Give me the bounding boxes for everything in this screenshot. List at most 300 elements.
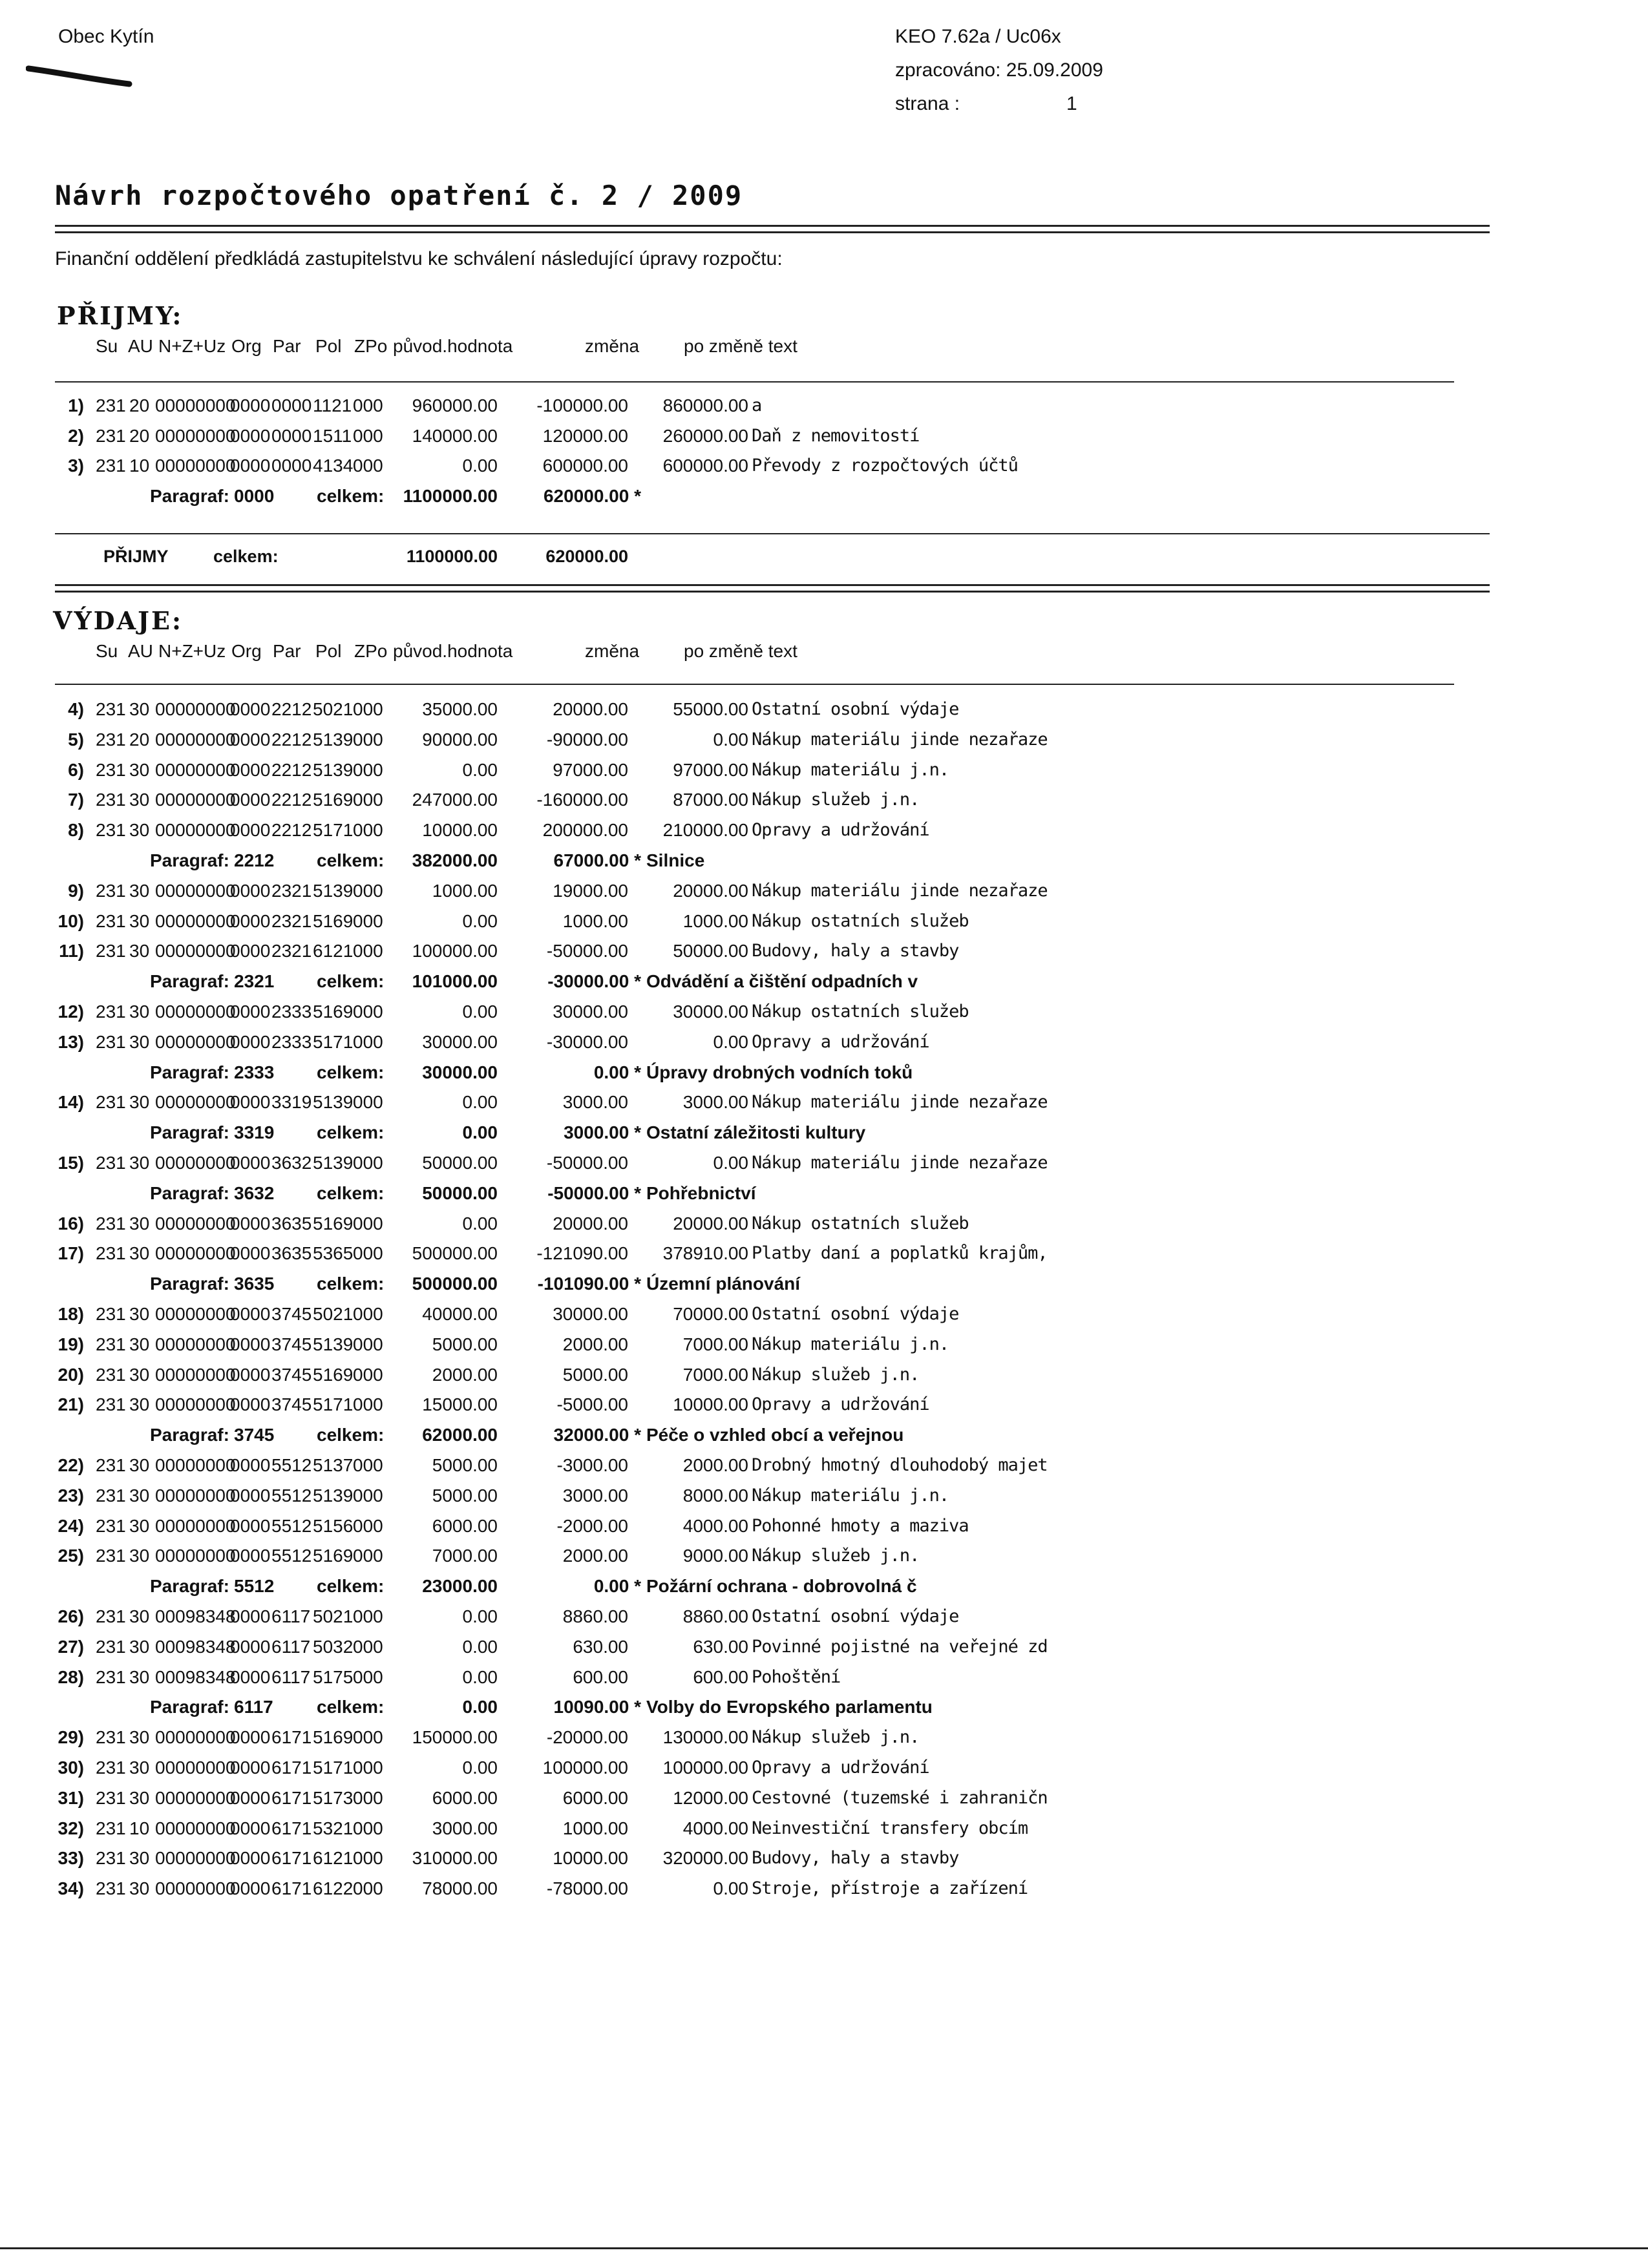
cell-original-value: 78000.00 bbox=[422, 1878, 498, 1899]
row-number: 22) bbox=[58, 1455, 84, 1475]
cell-original-value: 0.00 bbox=[462, 456, 498, 476]
cell-au: 30 bbox=[129, 699, 150, 719]
subtotal-label: Paragraf: bbox=[150, 1697, 229, 1717]
cell-org: 0000 bbox=[230, 1666, 271, 1687]
cell-zpo: 000 bbox=[353, 1153, 383, 1173]
cell-after-change: 9000.00 bbox=[682, 1546, 748, 1566]
cell-text: Nákup služeb j.n. bbox=[752, 1364, 920, 1385]
cell-text: Nákup materiálu jinde nezařaze bbox=[752, 729, 1048, 750]
cell-original-value: 40000.00 bbox=[422, 1304, 498, 1324]
subtotal-label: Paragraf: bbox=[150, 1425, 229, 1445]
subtotal-name: Územní plánování bbox=[646, 1274, 801, 1294]
cell-zpo: 000 bbox=[353, 729, 383, 750]
cell-nzuz: 00000000 bbox=[155, 1334, 236, 1354]
cell-change: 3000.00 bbox=[562, 1092, 628, 1113]
cell-text: Pohonné hmoty a maziva bbox=[752, 1515, 969, 1536]
cell-nzuz: 00000000 bbox=[155, 1758, 236, 1778]
cell-nzuz: 00000000 bbox=[155, 1787, 236, 1808]
subtotal-celkem: celkem: bbox=[317, 1062, 385, 1082]
col-pol: Pol bbox=[315, 336, 342, 356]
subtotal-change: -101090.00 * bbox=[537, 1274, 641, 1294]
cell-text: Pohoštění bbox=[752, 1666, 841, 1687]
cell-au: 10 bbox=[129, 1818, 150, 1838]
cell-su: 231 bbox=[96, 820, 126, 841]
row-number: 20) bbox=[58, 1364, 84, 1385]
cell-par: 2212 bbox=[271, 820, 312, 841]
budget-item-row bbox=[0, 1032, 1648, 1062]
cell-nzuz: 00000000 bbox=[155, 1364, 236, 1385]
subtotal-original: 1100000.00 bbox=[403, 485, 498, 506]
cell-original-value: 140000.00 bbox=[412, 425, 498, 446]
cell-par: 6171 bbox=[271, 1848, 312, 1869]
cell-change: 120000.00 bbox=[542, 425, 628, 446]
budget-item-row bbox=[0, 820, 1648, 850]
cell-after-change: 7000.00 bbox=[682, 1364, 748, 1385]
cell-zpo: 000 bbox=[353, 1758, 383, 1778]
cell-original-value: 6000.00 bbox=[432, 1787, 498, 1808]
cell-zpo: 000 bbox=[353, 1636, 383, 1657]
cell-par: 2321 bbox=[271, 941, 312, 961]
cell-change: 30000.00 bbox=[553, 1304, 628, 1324]
cell-original-value: 0.00 bbox=[462, 1002, 498, 1022]
cell-nzuz: 00000000 bbox=[155, 456, 236, 476]
cell-par: 2212 bbox=[271, 759, 312, 780]
subtotal-celkem: celkem: bbox=[317, 1576, 385, 1597]
cell-change: 6000.00 bbox=[562, 1787, 628, 1808]
cell-zpo: 000 bbox=[353, 1818, 383, 1838]
cell-after-change: 130000.00 bbox=[662, 1727, 748, 1748]
col-pozmene: po změně text bbox=[684, 641, 798, 661]
cell-zpo: 000 bbox=[353, 1666, 383, 1687]
cell-text: Daň z nemovitostí bbox=[752, 425, 920, 446]
subtotal-name: Ostatní záležitosti kultury bbox=[646, 1122, 866, 1143]
cell-change: -121090.00 bbox=[536, 1243, 628, 1264]
budget-item-row bbox=[0, 1213, 1648, 1243]
subtotal-original: 382000.00 bbox=[412, 850, 498, 870]
cell-au: 30 bbox=[129, 1787, 150, 1808]
cell-au: 10 bbox=[129, 456, 150, 476]
income-heading: PŘIJMY: bbox=[57, 301, 184, 330]
cell-after-change: 0.00 bbox=[713, 729, 748, 750]
cell-text: Nákup materiálu jinde nezařaze bbox=[752, 1092, 1048, 1113]
budget-item-row bbox=[0, 1878, 1648, 1908]
subtotal-celkem: celkem: bbox=[317, 850, 385, 870]
cell-su: 231 bbox=[96, 699, 126, 719]
subtotal-celkem: celkem: bbox=[317, 1122, 385, 1143]
col-pozmene: po změně text bbox=[684, 336, 798, 356]
cell-su: 231 bbox=[96, 880, 126, 901]
cell-nzuz: 00000000 bbox=[155, 1304, 236, 1324]
cell-org: 0000 bbox=[230, 759, 271, 780]
cell-su: 231 bbox=[96, 759, 126, 780]
cell-text: a bbox=[752, 395, 762, 415]
cell-change: 2000.00 bbox=[562, 1546, 628, 1566]
cell-pol: 1511 bbox=[313, 425, 352, 446]
cell-zpo: 000 bbox=[353, 1334, 383, 1354]
cell-original-value: 5000.00 bbox=[432, 1485, 498, 1506]
cell-after-change: 1000.00 bbox=[682, 910, 748, 931]
subtotal-name: Silnice bbox=[646, 850, 705, 870]
cell-change: -160000.00 bbox=[536, 790, 628, 810]
subtotal-original: 0.00 bbox=[462, 1122, 498, 1143]
cell-org: 0000 bbox=[230, 1092, 271, 1113]
cell-nzuz: 00000000 bbox=[155, 759, 236, 780]
cell-au: 30 bbox=[129, 1848, 150, 1869]
cell-par: 6171 bbox=[271, 1787, 312, 1808]
cell-zpo: 000 bbox=[353, 1092, 383, 1113]
cell-zpo: 000 bbox=[353, 1002, 383, 1022]
subtotal-change: 0.00 * bbox=[593, 1062, 641, 1082]
cell-org: 0000 bbox=[230, 1606, 271, 1626]
cell-original-value: 15000.00 bbox=[422, 1394, 498, 1415]
paragraph-subtotal-row bbox=[0, 1274, 1648, 1303]
subtotal-label: Paragraf: bbox=[150, 1182, 229, 1203]
budget-item-row bbox=[0, 941, 1648, 971]
budget-item-row bbox=[0, 1606, 1648, 1636]
cell-nzuz: 00000000 bbox=[155, 790, 236, 810]
cell-original-value: 2000.00 bbox=[432, 1364, 498, 1385]
cell-nzuz: 00000000 bbox=[155, 425, 236, 446]
cell-after-change: 20000.00 bbox=[673, 1213, 748, 1234]
budget-item-row bbox=[0, 1788, 1648, 1818]
cell-original-value: 0.00 bbox=[462, 1636, 498, 1657]
subtotal-change: 32000.00 * bbox=[553, 1425, 641, 1445]
subtotal-paragraph: 3745 bbox=[234, 1425, 275, 1445]
cell-par: 6117 bbox=[271, 1606, 311, 1626]
cell-au: 30 bbox=[129, 1515, 150, 1536]
cell-par: 3632 bbox=[271, 1153, 312, 1173]
col-nzuz: N+Z+Uz bbox=[158, 641, 226, 661]
cell-par: 2333 bbox=[271, 1031, 312, 1052]
cell-pol: 4134 bbox=[313, 456, 354, 476]
cell-change: 10000.00 bbox=[553, 1848, 628, 1869]
cell-par: 6171 bbox=[271, 1818, 312, 1838]
cell-zpo: 000 bbox=[353, 910, 383, 931]
subtotal-label: Paragraf: bbox=[150, 1274, 229, 1294]
cell-change: 19000.00 bbox=[553, 880, 628, 901]
cell-text: Opravy a udržování bbox=[752, 1031, 929, 1052]
income-total-label: PŘIJMY bbox=[103, 547, 169, 566]
row-number: 33) bbox=[58, 1848, 84, 1869]
cell-au: 30 bbox=[129, 1455, 150, 1475]
paragraph-subtotal-row bbox=[0, 1183, 1648, 1213]
cell-original-value: 35000.00 bbox=[422, 699, 498, 719]
cell-par: 6171 bbox=[271, 1878, 312, 1899]
cell-su: 231 bbox=[96, 1787, 126, 1808]
row-number: 14) bbox=[58, 1092, 84, 1113]
cell-org: 0000 bbox=[230, 790, 271, 810]
cell-su: 231 bbox=[96, 729, 126, 750]
cell-text: Nákup ostatních služeb bbox=[752, 1213, 969, 1234]
subtotal-change: 3000.00 * bbox=[564, 1122, 641, 1143]
cell-original-value: 0.00 bbox=[462, 1606, 498, 1626]
cell-su: 231 bbox=[96, 1727, 126, 1748]
subtotal-original: 30000.00 bbox=[422, 1062, 498, 1082]
cell-change: -2000.00 bbox=[556, 1515, 628, 1536]
cell-au: 20 bbox=[129, 395, 150, 415]
cell-after-change: 55000.00 bbox=[673, 699, 748, 719]
cell-nzuz: 00000000 bbox=[155, 910, 236, 931]
cell-org: 0000 bbox=[230, 820, 271, 841]
cell-change: 600000.00 bbox=[542, 456, 628, 476]
cell-zpo: 000 bbox=[353, 1546, 383, 1566]
cell-pol: 5139 bbox=[313, 1092, 354, 1113]
cell-pol: 5139 bbox=[313, 1485, 354, 1506]
cell-original-value: 0.00 bbox=[462, 910, 498, 931]
row-number: 31) bbox=[58, 1787, 84, 1808]
title-rule-top bbox=[55, 225, 1490, 227]
cell-par: 3319 bbox=[271, 1092, 312, 1113]
cell-original-value: 6000.00 bbox=[432, 1515, 498, 1536]
subtotal-original: 101000.00 bbox=[412, 971, 498, 992]
row-number: 32) bbox=[58, 1818, 84, 1838]
cell-par: 5512 bbox=[271, 1485, 312, 1506]
budget-item-row bbox=[0, 760, 1648, 790]
cell-org: 0000 bbox=[230, 1153, 271, 1173]
cell-par: 3635 bbox=[271, 1213, 312, 1234]
cell-au: 30 bbox=[129, 1364, 150, 1385]
cell-zpo: 000 bbox=[353, 1394, 383, 1415]
subtotal-original: 23000.00 bbox=[422, 1576, 498, 1597]
col-puvod: původ.hodnota bbox=[393, 336, 513, 356]
row-number: 2) bbox=[68, 425, 84, 446]
col-pol: Pol bbox=[315, 641, 342, 661]
cell-original-value: 7000.00 bbox=[432, 1546, 498, 1566]
cell-zpo: 000 bbox=[353, 1848, 383, 1869]
municipality-name: Obec Kytín bbox=[58, 26, 154, 47]
cell-text: Nákup materiálu jinde nezařaze bbox=[752, 1153, 1048, 1173]
cell-pol: 5175 bbox=[313, 1666, 354, 1687]
cell-nzuz: 00000000 bbox=[155, 1394, 236, 1415]
cell-pol: 5021 bbox=[313, 699, 354, 719]
cell-zpo: 000 bbox=[353, 941, 383, 961]
paragraph-subtotal-row bbox=[0, 1122, 1648, 1152]
budget-item-row bbox=[0, 1304, 1648, 1334]
cell-after-change: 10000.00 bbox=[673, 1394, 748, 1415]
subtotal-label: Paragraf: bbox=[150, 1122, 229, 1143]
subtotal-change: 0.00 * bbox=[593, 1576, 641, 1597]
cell-after-change: 0.00 bbox=[713, 1878, 748, 1899]
col-zpo: ZPo bbox=[354, 641, 388, 661]
cell-org: 0000 bbox=[230, 425, 271, 446]
cell-au: 30 bbox=[129, 1636, 150, 1657]
cell-par: 3635 bbox=[271, 1243, 312, 1264]
cell-au: 30 bbox=[129, 1304, 150, 1324]
cell-original-value: 30000.00 bbox=[422, 1031, 498, 1052]
cell-org: 0000 bbox=[230, 395, 271, 415]
cell-nzuz: 00000000 bbox=[155, 1213, 236, 1234]
subtotal-name: Požární ochrana - dobrovolná č bbox=[646, 1576, 917, 1597]
cell-org: 0000 bbox=[230, 1455, 271, 1475]
subtotal-name: Úpravy drobných vodních toků bbox=[646, 1062, 913, 1082]
cell-text: Nákup materiálu jinde nezařaze bbox=[752, 880, 1048, 901]
budget-item-row bbox=[0, 1455, 1648, 1485]
cell-change: 5000.00 bbox=[562, 1364, 628, 1385]
cell-nzuz: 00098348 bbox=[155, 1666, 236, 1687]
subtotal-change: -30000.00 * bbox=[547, 971, 641, 992]
cell-zpo: 000 bbox=[353, 1304, 383, 1324]
cell-change: 600.00 bbox=[573, 1666, 628, 1687]
cell-par: 5512 bbox=[271, 1515, 312, 1536]
cell-after-change: 87000.00 bbox=[673, 790, 748, 810]
subtotal-paragraph: 6117 bbox=[234, 1697, 273, 1717]
cell-su: 231 bbox=[96, 941, 126, 961]
cell-zpo: 000 bbox=[353, 1787, 383, 1808]
cell-after-change: 320000.00 bbox=[662, 1848, 748, 1869]
row-number: 21) bbox=[58, 1394, 84, 1415]
subtotal-paragraph: 0000 bbox=[234, 485, 275, 506]
cell-after-change: 50000.00 bbox=[673, 941, 748, 961]
row-number: 6) bbox=[68, 759, 84, 780]
cell-zpo: 000 bbox=[353, 820, 383, 841]
cell-org: 0000 bbox=[230, 1002, 271, 1022]
cell-original-value: 100000.00 bbox=[412, 941, 498, 961]
subtotal-name: Odvádění a čištění odpadních v bbox=[646, 971, 918, 992]
subtotal-original: 500000.00 bbox=[412, 1274, 498, 1294]
cell-au: 30 bbox=[129, 790, 150, 810]
row-number: 4) bbox=[68, 699, 84, 719]
row-number: 13) bbox=[58, 1031, 84, 1052]
cell-au: 30 bbox=[129, 1758, 150, 1778]
cell-su: 231 bbox=[96, 910, 126, 931]
cell-su: 231 bbox=[96, 425, 126, 446]
cell-org: 0000 bbox=[230, 1364, 271, 1385]
cell-au: 30 bbox=[129, 1213, 150, 1234]
cell-pol: 5032 bbox=[313, 1636, 354, 1657]
row-number: 3) bbox=[68, 456, 84, 476]
subtotal-label: Paragraf: bbox=[150, 1062, 229, 1082]
subtotal-name: Volby do Evropského parlamentu bbox=[646, 1697, 933, 1717]
cell-pol: 5169 bbox=[313, 1213, 354, 1234]
cell-org: 0000 bbox=[230, 456, 271, 476]
cell-su: 231 bbox=[96, 1002, 126, 1022]
row-number: 30) bbox=[58, 1758, 84, 1778]
cell-zpo: 000 bbox=[353, 790, 383, 810]
cell-original-value: 0.00 bbox=[462, 759, 498, 780]
row-number: 28) bbox=[58, 1666, 84, 1687]
cell-au: 20 bbox=[129, 729, 150, 750]
row-number: 19) bbox=[58, 1334, 84, 1354]
cell-su: 231 bbox=[96, 790, 126, 810]
cell-change: 8860.00 bbox=[562, 1606, 628, 1626]
row-number: 26) bbox=[58, 1606, 84, 1626]
paragraph-subtotal-row bbox=[0, 1697, 1648, 1727]
row-number: 29) bbox=[58, 1727, 84, 1748]
cell-pol: 5139 bbox=[313, 729, 354, 750]
cell-zpo: 000 bbox=[353, 1515, 383, 1536]
cell-nzuz: 00000000 bbox=[155, 1002, 236, 1022]
cell-zpo: 000 bbox=[353, 1031, 383, 1052]
row-number: 9) bbox=[68, 880, 84, 901]
cell-org: 0000 bbox=[230, 1727, 271, 1748]
col-puvod: původ.hodnota bbox=[393, 641, 513, 661]
subtotal-paragraph: 3635 bbox=[234, 1274, 275, 1294]
cell-zpo: 000 bbox=[353, 699, 383, 719]
cell-pol: 5137 bbox=[313, 1455, 354, 1475]
cell-change: 30000.00 bbox=[553, 1002, 628, 1022]
cell-text: Nákup služeb j.n. bbox=[752, 1546, 920, 1566]
cell-su: 231 bbox=[96, 1394, 126, 1415]
budget-item-row bbox=[0, 1546, 1648, 1575]
cell-par: 3745 bbox=[271, 1364, 312, 1385]
cell-zpo: 000 bbox=[353, 1606, 383, 1626]
cell-after-change: 8000.00 bbox=[682, 1485, 748, 1506]
budget-item-row bbox=[0, 1394, 1648, 1424]
cell-su: 231 bbox=[96, 456, 126, 476]
cell-nzuz: 00000000 bbox=[155, 941, 236, 961]
cell-change: 20000.00 bbox=[553, 1213, 628, 1234]
cell-par: 0000 bbox=[271, 456, 312, 476]
cell-text: Nákup materiálu j.n. bbox=[752, 759, 949, 780]
subtotal-celkem: celkem: bbox=[317, 1697, 385, 1717]
cell-zpo: 000 bbox=[353, 1213, 383, 1234]
cell-original-value: 960000.00 bbox=[412, 395, 498, 415]
cell-org: 0000 bbox=[230, 1243, 271, 1264]
cell-nzuz: 00000000 bbox=[155, 880, 236, 901]
cell-org: 0000 bbox=[230, 1334, 271, 1354]
cell-org: 0000 bbox=[230, 1515, 271, 1536]
row-number: 12) bbox=[58, 1002, 84, 1022]
cell-after-change: 600000.00 bbox=[662, 456, 748, 476]
cell-change: 200000.00 bbox=[542, 820, 628, 841]
col-par: Par bbox=[273, 336, 301, 356]
cell-pol: 5169 bbox=[313, 1364, 354, 1385]
cell-original-value: 0.00 bbox=[462, 1758, 498, 1778]
cell-text: Nákup ostatních služeb bbox=[752, 1002, 969, 1022]
cell-change: 3000.00 bbox=[562, 1485, 628, 1506]
cell-org: 0000 bbox=[230, 910, 271, 931]
cell-change: -5000.00 bbox=[556, 1394, 628, 1415]
cell-after-change: 70000.00 bbox=[673, 1304, 748, 1324]
cell-text: Budovy, haly a stavby bbox=[752, 1848, 959, 1869]
cell-change: 1000.00 bbox=[562, 1818, 628, 1838]
subtotal-celkem: celkem: bbox=[317, 1425, 385, 1445]
pen-stroke-mark bbox=[26, 63, 136, 89]
cell-par: 2212 bbox=[271, 729, 312, 750]
cell-change: -20000.00 bbox=[546, 1727, 628, 1748]
budget-item-row bbox=[0, 790, 1648, 819]
cell-after-change: 20000.00 bbox=[673, 880, 748, 901]
cell-change: -50000.00 bbox=[546, 1153, 628, 1173]
cell-nzuz: 00000000 bbox=[155, 1878, 236, 1899]
cell-original-value: 150000.00 bbox=[412, 1727, 498, 1748]
cell-after-change: 378910.00 bbox=[662, 1243, 748, 1264]
cell-text: Opravy a udržování bbox=[752, 820, 929, 841]
cell-org: 0000 bbox=[230, 1213, 271, 1234]
cell-par: 6171 bbox=[271, 1758, 312, 1778]
cell-original-value: 3000.00 bbox=[432, 1818, 498, 1838]
cell-au: 30 bbox=[129, 941, 150, 961]
subtotal-change: 620000.00 * bbox=[543, 485, 641, 506]
cell-nzuz: 00000000 bbox=[155, 1727, 236, 1748]
cell-original-value: 0.00 bbox=[462, 1213, 498, 1234]
cell-text: Drobný hmotný dlouhodobý majet bbox=[752, 1455, 1048, 1475]
cell-par: 2333 bbox=[271, 1002, 312, 1022]
cell-after-change: 210000.00 bbox=[662, 820, 748, 841]
budget-item-row bbox=[0, 1243, 1648, 1273]
subtotal-name: Pohřebnictví bbox=[646, 1182, 756, 1203]
cell-pol: 5171 bbox=[313, 1394, 354, 1415]
budget-item-row bbox=[0, 1516, 1648, 1546]
row-number: 23) bbox=[58, 1485, 84, 1506]
cell-nzuz: 00000000 bbox=[155, 820, 236, 841]
col-au: AU bbox=[128, 336, 153, 356]
cell-su: 231 bbox=[96, 1243, 126, 1264]
col-org: Org bbox=[231, 641, 262, 661]
subtotal-original: 0.00 bbox=[462, 1697, 498, 1717]
cell-change: -78000.00 bbox=[546, 1878, 628, 1899]
income-total-celkem: celkem: bbox=[213, 547, 279, 566]
